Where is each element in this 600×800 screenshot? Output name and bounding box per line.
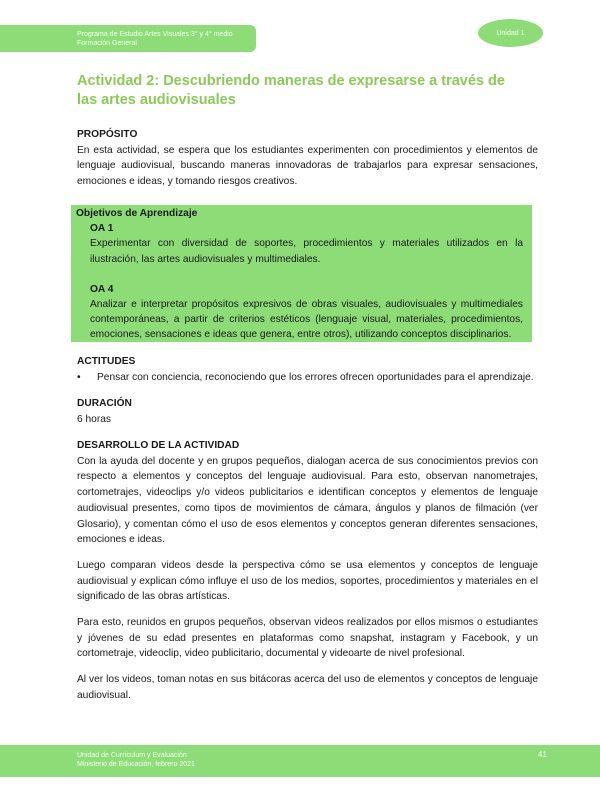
bullet-icon: • [77, 371, 81, 383]
objective-text: Experimentar con diversidad de soportes, procedimientos y materiales utilizados en la ilustración, las artes audiovisuales y multimediales. [90, 238, 523, 265]
development-paragraph: Luego comparan videos desde la perspectiva cómo se usa elementos y conceptos de lenguaje audiovisual y explican cómo influye el uso de los medios, soportes, procedimientos y materiales en el significado de las obras artísticas. [77, 559, 538, 603]
objective-code: OA 4 [90, 283, 114, 295]
program-header-banner [0, 25, 256, 52]
unit-label: Unidad 1 [496, 29, 525, 37]
attitude-text: Pensar con conciencia, reconociendo que los errores ofrecen oportunidades para el aprendizaje. [97, 371, 534, 383]
development-paragraph: Al ver los videos, toman notas en sus bitácoras acerca del uso de elementos y conceptos de lenguaje audiovisual. [77, 674, 538, 701]
duration-value: 6 horas [77, 413, 111, 425]
duration-section [77, 396, 538, 427]
program-subtitle: Formación General [77, 40, 137, 47]
duration-heading: DURACIÓN [77, 398, 132, 409]
purpose-heading: PROPÓSITO [77, 129, 138, 140]
page-number: 41 [538, 750, 547, 759]
objectives-heading: Objetivos de Aprendizaje [76, 208, 198, 219]
footer-ministry: Ministerio de Educación, febrero 2021 [77, 761, 195, 768]
objective-item [76, 221, 523, 267]
development-section [77, 438, 538, 704]
attitude-list-item [77, 370, 538, 386]
attitudes-heading: ACTITUDES [77, 356, 136, 367]
development-paragraph: Con la ayuda del docente y en grupos pequeños, dialogan acerca de sus conocimientos previos con respecto a elementos y conceptos del lenguaje audiovisual. Para esto, observan nanometrajes, cortometrajes, videoclips y/o videos publicitarios e identifican conceptos y elementos de lenguaje audiovisual presentes, como tipos de movimientos de cámara, ángulos y planos de filmación (ver Glosario), y comentan cómo el uso de esos elementos y conceptos generan diferentes sensaciones, emociones e ideas. [77, 455, 538, 546]
objective-item [76, 282, 523, 343]
purpose-section [77, 127, 538, 190]
objective-code: OA 1 [90, 223, 114, 235]
learning-objectives-box [71, 205, 532, 342]
activity-title: Actividad 2: Descubriendo maneras de expresarse a través de las artes audiovisuales [77, 73, 505, 108]
purpose-text: En esta actividad, se espera que los estudiantes experimenten con procedimientos y elementos de lenguaje audiovisual, buscando maneras innovadoras de trabajarlos para expresar sensaciones, emociones e ideas, y tomando riesgos creativos. [77, 144, 538, 188]
development-paragraph: Para esto, reunidos en grupos pequeños, observan videos realizados por ellos mismos o estudiantes y jóvenes de su edad presentes en plataformas como snapshat, instagram y Facebook, y un cortometraje, videoclip, video publicitario, documental y videoarte de nivel profesional. [77, 617, 538, 660]
program-title: Programa de Estudio Artes Visuales 3° y 4° medio [77, 31, 233, 38]
unit-badge [478, 19, 543, 47]
objective-text: Analizar e interpretar propósitos expresivos de obras visuales, audiovisuales y multimediales contemporáneas, a partir de criterios estéticos (lenguaje visual, materiales, procedimientos, emociones, sensaciones e ideas que genera, entre otros), utilizando conceptos disciplinarios. [90, 299, 523, 341]
development-heading: DESARROLLO DE LA ACTIVIDAD [77, 440, 240, 451]
page-footer [0, 745, 600, 777]
footer-unit: Unidad de Currículum y Evaluación [77, 752, 187, 759]
attitudes-section [77, 354, 538, 385]
